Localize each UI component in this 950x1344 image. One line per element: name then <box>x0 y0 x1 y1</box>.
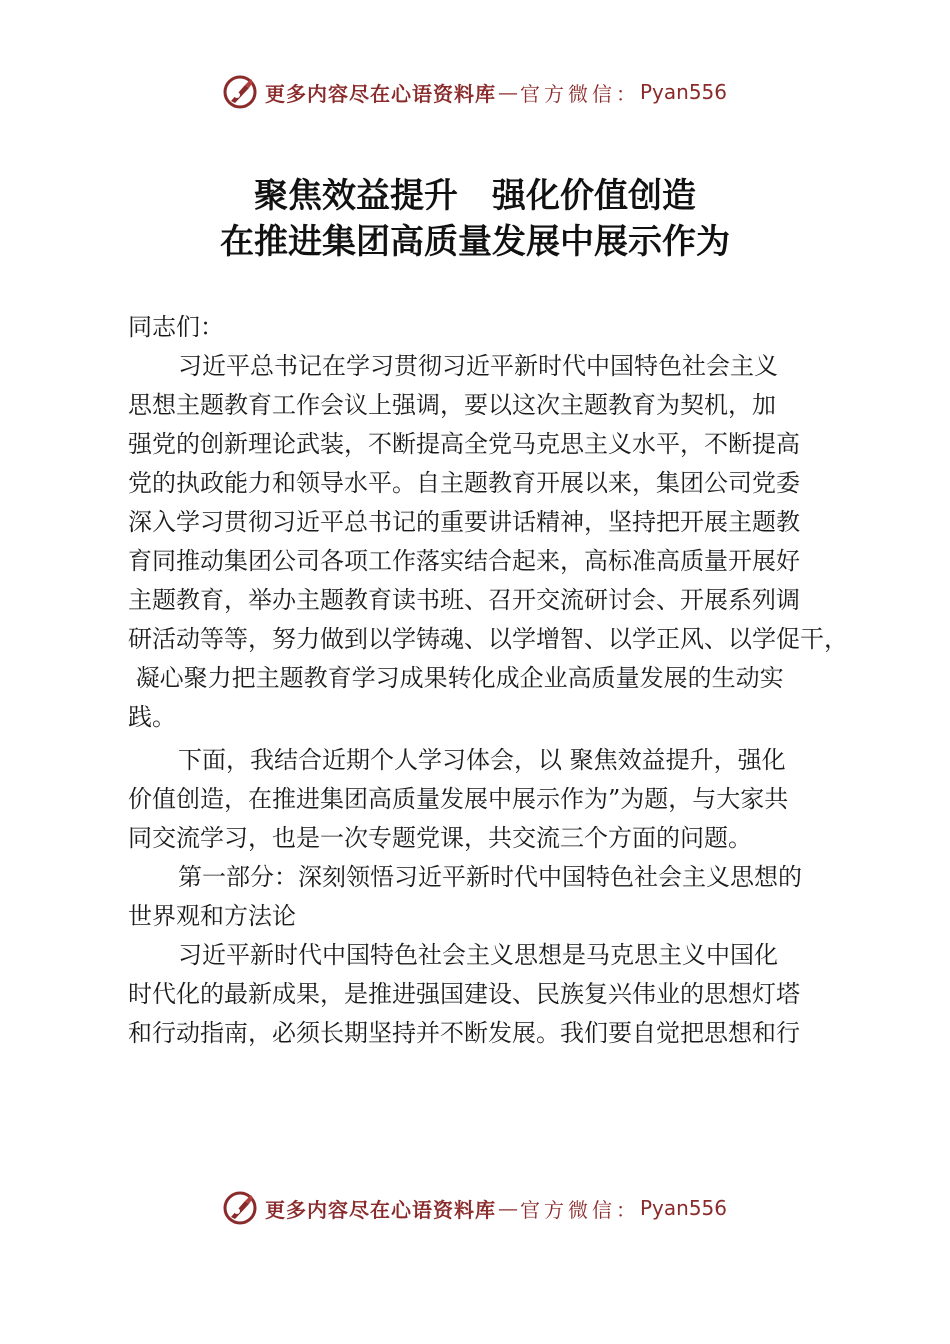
watermark-label: 官方微信： <box>519 81 640 106</box>
section-heading-line: 第一部分：深刻领悟习近平新时代中国特色社会主义思想的 <box>178 863 802 891</box>
pen-logo-icon <box>223 1191 257 1225</box>
watermark-text: 更多内容尽在心语资料库 <box>264 1197 496 1222</box>
paragraph-line: 强党的创新理论武装，不断提高全党马克思主义水平，不断提高 <box>128 430 800 458</box>
paragraph-line: 主题教育，举办主题教育读书班、召开交流研讨会、开展系列调 <box>128 586 800 614</box>
watermark-separator: — <box>497 80 518 104</box>
watermark-id: Pyan556 <box>639 80 727 104</box>
header-watermark <box>0 74 950 110</box>
paragraph-line: 下面，我结合近期个人学习体会，以 聚焦效益提升，强化 <box>178 746 786 774</box>
section-heading-part-1 <box>128 858 836 936</box>
paragraph-line: 思想主题教育工作会议上强调，要以这次主题教育为契机，加 <box>128 391 776 419</box>
paragraph-line: 时代化的最新成果，是推进强国建设、民族复兴伟业的思想灯塔 <box>128 980 800 1008</box>
paragraph-line: 党的执政能力和领导水平。自主题教育开展以来，集团公司党委 <box>128 469 800 497</box>
paragraph-line: 育同推动集团公司各项工作落实结合起来，高标准高质量开展好 <box>128 547 800 575</box>
watermark-text: 更多内容尽在心语资料库 <box>264 81 496 106</box>
title-line-1 <box>0 168 950 217</box>
watermark-id: Pyan556 <box>639 1196 727 1220</box>
title-part-1: 聚焦效益提升 <box>254 176 458 216</box>
paragraph-line: 凝心聚力把主题教育学习成果转化成企业高质量发展的生动实 <box>128 664 784 692</box>
pen-logo-icon <box>223 75 257 109</box>
paragraph-line: 习近平总书记在学习贯彻习近平新时代中国特色社会主义 <box>178 352 778 380</box>
title-line-2: 在推进集团高质量发展中展示作为 <box>220 222 730 262</box>
title-part-2: 强化价值创造 <box>492 176 696 216</box>
paragraph-line: 习近平新时代中国特色社会主义思想是马克思主义中国化 <box>178 941 778 969</box>
paragraph-2 <box>128 741 836 858</box>
document-body <box>128 308 848 1053</box>
footer-watermark <box>0 1190 950 1226</box>
paragraph-line: 研活动等等，努力做到以学铸魂、以学增智、以学正风、以学促干， <box>128 625 848 653</box>
paragraph-4 <box>128 936 836 1053</box>
watermark-separator: — <box>497 1196 518 1220</box>
salutation: 同志们： <box>128 313 224 341</box>
watermark-label: 官方微信： <box>519 1197 640 1222</box>
paragraph-1 <box>128 347 848 737</box>
paragraph-line: 价值创造，在推进集团高质量发展中展示作为”为题，与大家共 <box>128 785 789 813</box>
paragraph-line: 深入学习贯彻习近平总书记的重要讲话精神，坚持把开展主题教 <box>128 508 800 536</box>
paragraph-line: 和行动指南，必须长期坚持并不断发展。我们要自觉把思想和行 <box>128 1019 800 1047</box>
paragraph-line: 同交流学习，也是一次专题党课，共交流三个方面的问题。 <box>128 824 752 852</box>
section-heading-line: 世界观和方法论 <box>128 902 296 930</box>
paragraph-line: 践。 <box>128 703 176 731</box>
